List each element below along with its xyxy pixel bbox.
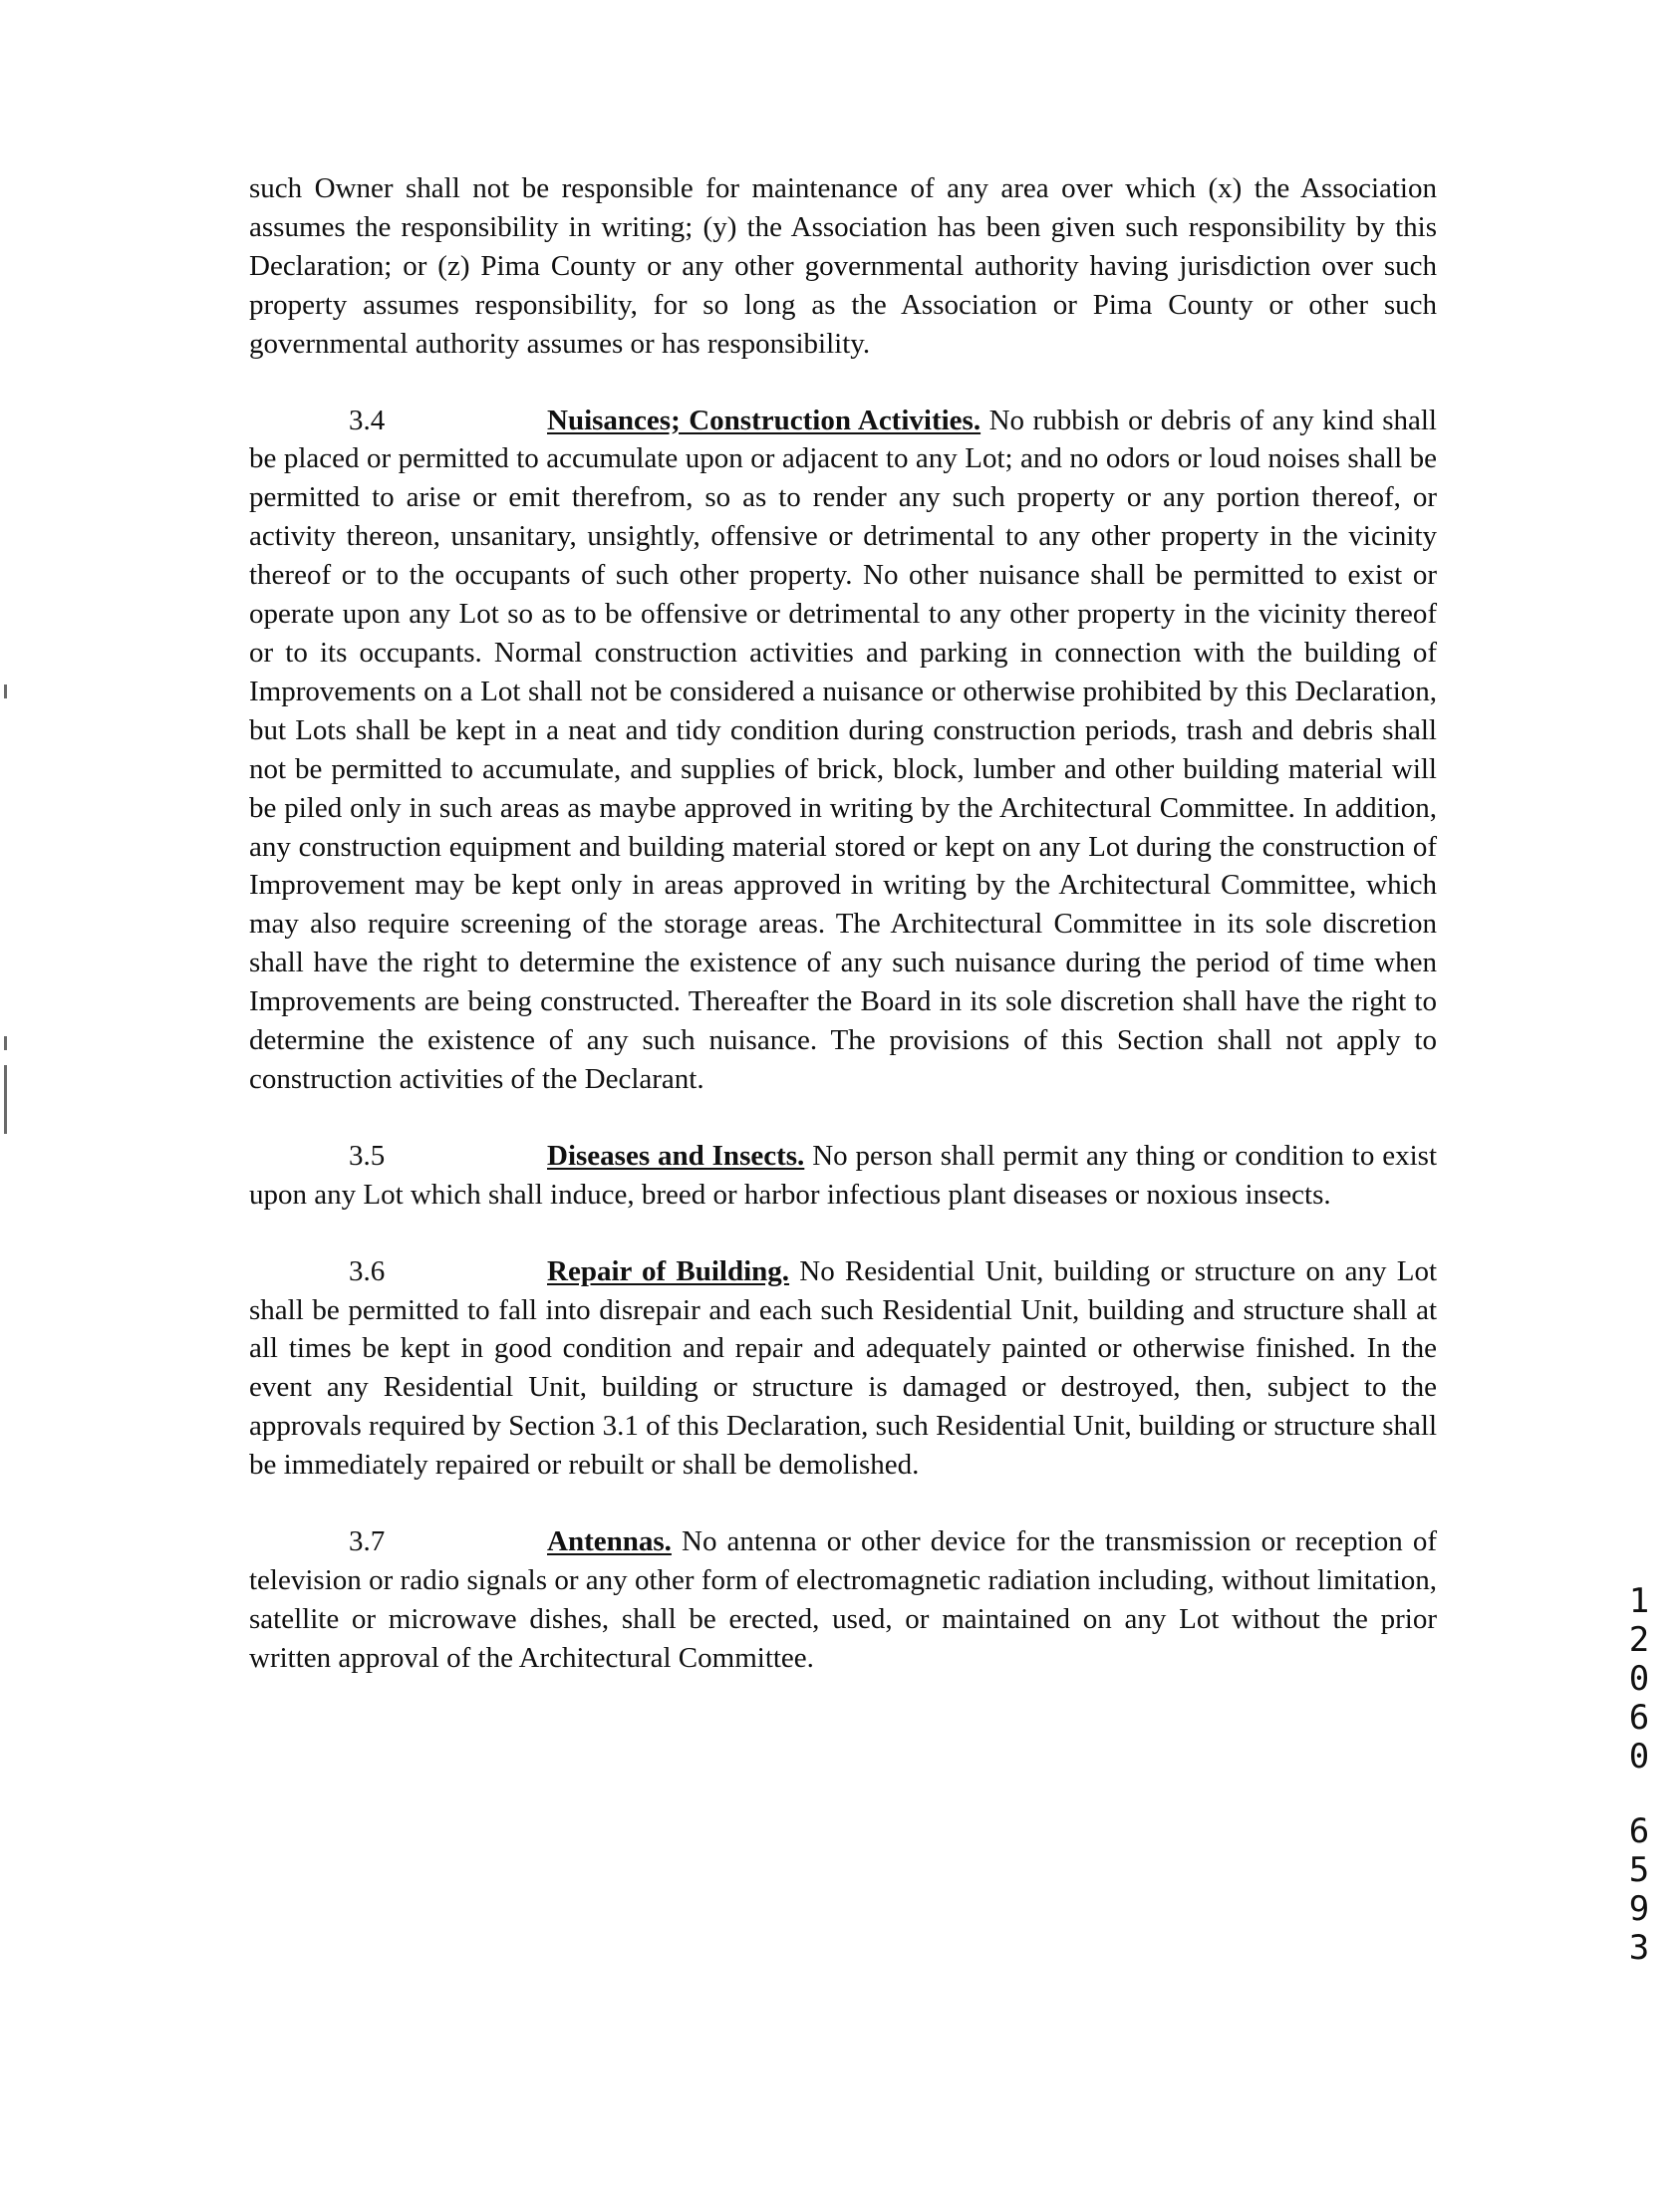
- scan-edge-mark: [4, 1065, 7, 1134]
- page-digit: 5: [1628, 1850, 1650, 1890]
- section-number: 3.6: [349, 1254, 386, 1287]
- section-3-6: [249, 1252, 1437, 1485]
- section-text: No rubbish or debris of any kind shall be placed or permitted to accumulate upon or adjacent to any Lot; and no odors or loud noises shall be permitted to arise or emit therefrom, so as to render any such property or any portion thereof, or activity thereon, unsanitary, unsightly, offensive or detrimental to any other property in the vicinity thereof or to the occupants of such other property. No other nuisance shall be permitted to exist or operate upon any Lot so as to be offensive or detrimental to any other property in the vicinity thereof or to its occupants. Normal construction activities and parking in connection with the building of Improvements on a Lot shall not be considered a nuisance or otherwise prohibited by this Declaration, but Lots shall be kept in a neat and tidy condition during construction periods, trash and debris shall not be permitted to accumulate, and supplies of brick, block, lumber and other building material will be piled only in such areas as maybe approved in writing by the Architectural Committee. In addition, any construction equipment and building material stored or kept on any Lot during the construction of Improvement may be kept only in areas approved in writing by the Architectural Committee, which may also require screening of the storage areas. The Architectural Committee in its sole discretion shall have the right to determine the existence of any such nuisance during the period of time when Improvements are being constructed. Thereafter the Board in its sole discretion shall have the right to determine the existence of any such nuisance. The provisions of this Section shall not apply to construction activities of the Declarant.: [249, 404, 1437, 1095]
- page-digit: 6: [1628, 1811, 1650, 1851]
- section-3-4: [249, 402, 1437, 1099]
- section-text: No person shall permit any thing or condition to exist upon any Lot which shall induce, breed or harbor infectious plant diseases or noxious insects.: [249, 1139, 1438, 1211]
- scan-edge-mark: [4, 685, 7, 698]
- docket-digit: 0: [1628, 1737, 1650, 1777]
- section-number: 3.5: [349, 1139, 386, 1172]
- page-digit: 9: [1628, 1889, 1650, 1929]
- section-title: Nuisances; Construction Activities.: [547, 404, 981, 436]
- recording-stamp: [1619, 1582, 1659, 1968]
- section-3-5: [249, 1137, 1437, 1215]
- docket-digit: 0: [1628, 1659, 1650, 1699]
- section-text: No Residential Unit, building or structure on any Lot shall be permitted to fall into disrepair and each such Residential Unit, building and structure shall at all times be kept in good condition and repair and adequately painted or otherwise finished. In the event any Residential Unit, building or structure is damaged or destroyed, then, subject to the approvals required by Section 3.1 of this Declaration, such Residential Unit, building or structure shall be immediately repaired or rebuilt or shall be demolished.: [249, 1254, 1438, 1482]
- page-digit: 3: [1628, 1928, 1650, 1968]
- section-title: Diseases and Insects.: [547, 1139, 805, 1172]
- section-number: 3.4: [349, 404, 386, 436]
- section-title: Antennas.: [547, 1525, 672, 1558]
- scan-edge-mark: [4, 1036, 7, 1050]
- section-number: 3.7: [349, 1525, 386, 1558]
- section-text: No antenna or other device for the transmission or reception of television or radio signals or any other form of electromagnetic radiation including, without limitation, satellite or microwave dishes, shall be erected, used, or maintained on any Lot without the prior written approval of the Architectural Committee.: [249, 1525, 1437, 1674]
- opening-paragraph: such Owner shall not be responsible for maintenance of any area over which (x) the Association assumes the responsibility in writing; (y) the Association has been given such responsibility by this Declaration; or (z) Pima County or any other governmental authority having jurisdiction over such property assumes responsibility, for so long as the Association or Pima County or other such governmental authority assumes or has responsibility.: [249, 172, 1437, 360]
- section-3-7: [249, 1522, 1437, 1678]
- docket-digit: 6: [1628, 1698, 1650, 1738]
- section-title: Repair of Building.: [547, 1254, 790, 1287]
- stamp-gap: [1619, 1777, 1659, 1812]
- document-body: [249, 169, 1437, 1678]
- docket-digit: 2: [1628, 1620, 1650, 1660]
- docket-digit: 1: [1628, 1581, 1650, 1621]
